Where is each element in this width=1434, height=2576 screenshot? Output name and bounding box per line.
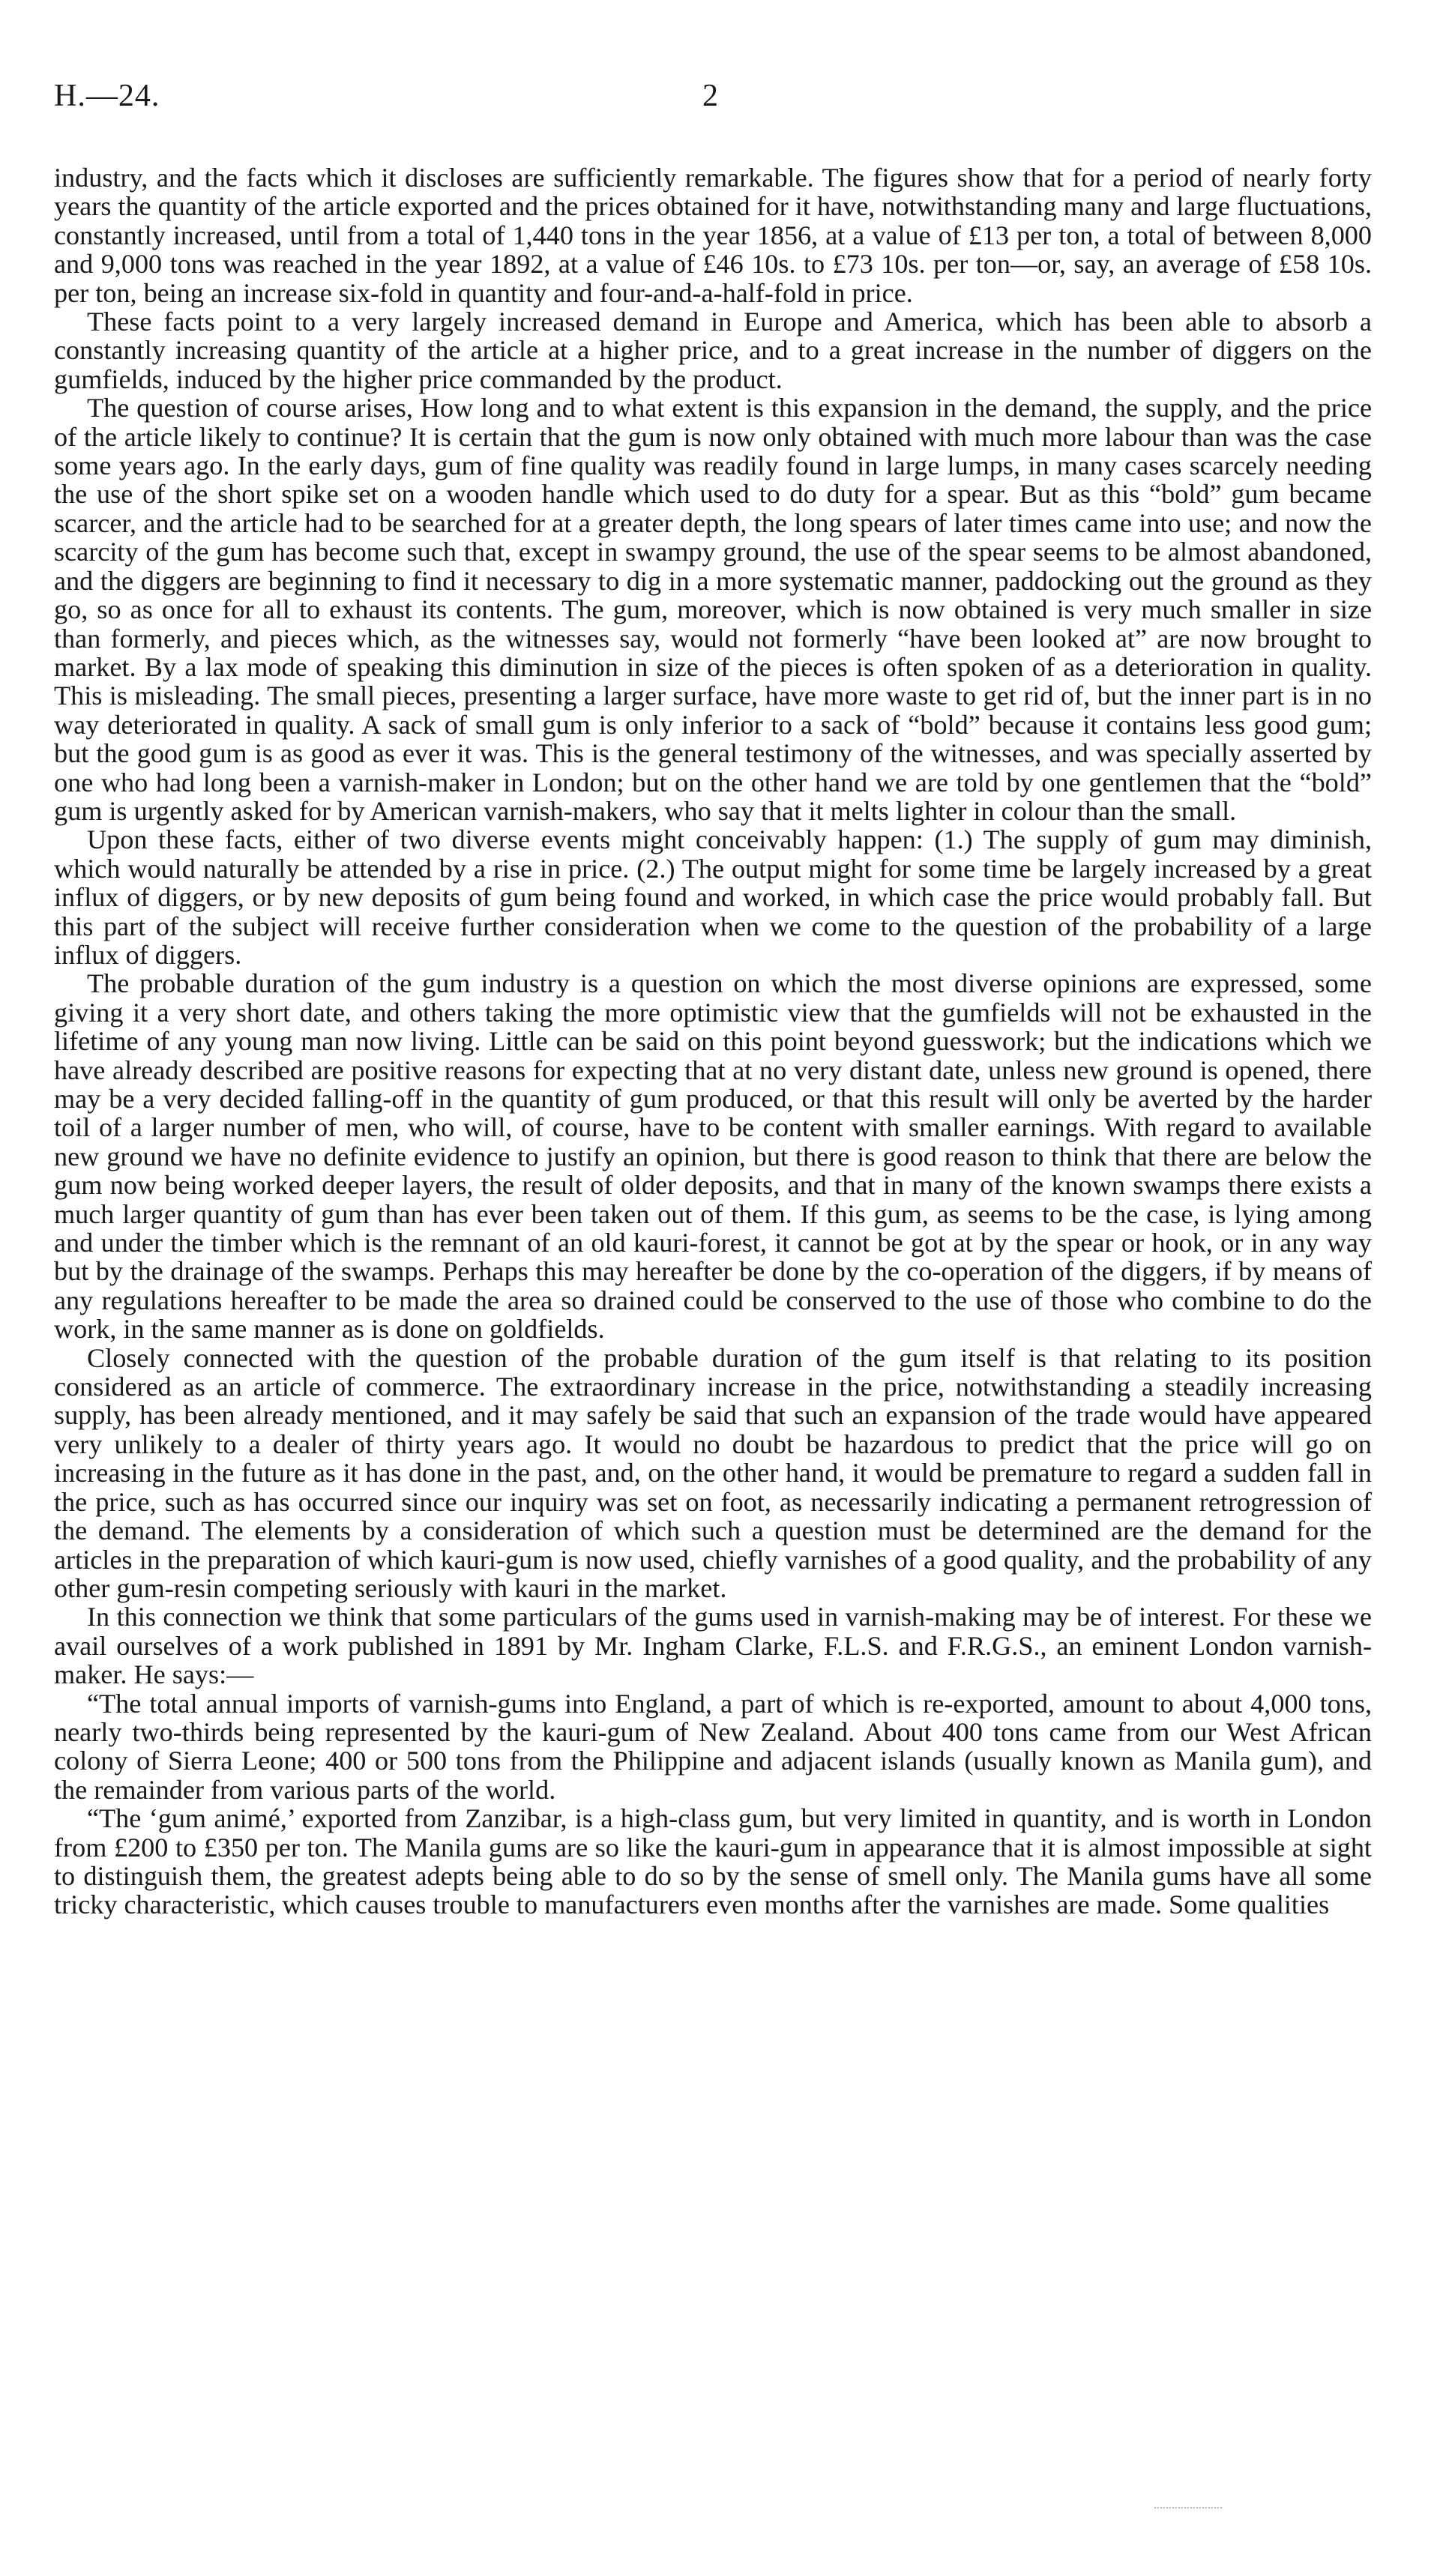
paragraph: Closely connected with the question of the probable duration of the gum itself is that relating to its position considered as an article of commerce. The extraordinary increase in the price, notwithstanding a steadily increasing supply, has been already mentioned, and it may safely be said that such an expansion of the trade would have appeared very unlikely to a dealer of thirty years ago. It would no doubt be hazardous to predict that the price will go on increasing in the future as it has done in the past, and, on the other hand, it would be premature to regard a sudden fall in the price, such as has occurred since our inquiry was set on foot, as necessarily indicating a permanent retrogression of the demand. The elements by a consideration of which such a question must be determined are the demand for the articles in the preparation of which kauri-gum is now used, chiefly varnishes of a good quality, and the probability of any other gum-resin competing seriously with kauri in the market.	[54, 1342, 1372, 1603]
page-header	[54, 78, 1372, 145]
document-page	[54, 78, 1372, 2551]
quoted-paragraph: “The total annual imports of varnish-gums into England, a part of which is re-exported, amount to about 4,000 tons, nearly two-thirds being represented by the kauri-gum of New Zealand. About 400 tons came from our West African colony of Sierra Leone; 400 or 500 tons from the Philippine and adjacent islands (usually known as Manila gum), and the remainder from various parts of the world.	[54, 1688, 1372, 1805]
paragraph: The question of course arises, How long and to what extent is this expansion in the demand, the supply, and the price of the article likely to continue? It is certain that the gum is now only obtained with much more labour than was the case some years ago. In the early days, gum of fine quality was readily found in large lumps, in many cases scarcely needing the use of the short spike set on a wooden handle which used to do duty for a spear. But as this “bold” gum became scarcer, and the article had to be searched for at a greater depth, the long spears of later times came into use; and now the scarcity of the gum has become such that, except in swampy ground, the use of the spear seems to be almost abandoned, and the diggers are beginning to find it necessary to dig in a more systematic manner, paddocking out the ground as they go, so as once for all to exhaust its contents. The gum, moreover, which is now obtained is very much smaller in size than formerly, and pieces which, as the witnesses say, would not formerly “have been looked at” are now brought to market. By a lax mode of speaking this diminution in size of the pieces is often spoken of as a deterioration in quality. This is misleading. The small pieces, presenting a larger surface, have more waste to get rid of, but the inner part is in no way deteriorated in quality. A sack of small gum is only inferior to a sack of “bold” because it contains less good gum; but the good gum is as good as ever it was. This is the general testimony of the witnesses, and was specially asserted by one who had long been a varnish-maker in London; but on the other hand we are told by one gentlemen that the “bold” gum is urgently asked for by American varnish-makers, who say that it melts lighter in colour than the small.	[54, 393, 1372, 826]
page-number: 2	[702, 79, 718, 113]
paragraph: Upon these facts, either of two diverse events might conceivably happen: (1.) The supply of gum may diminish, which would naturally be attended by a rise in price. (2.) The output might for some time be largely increased by a great influx of diggers, or by new deposits of gum being found and worked, in which case the price would probably fall. But this part of the subject will receive further consideration when we come to the question of the probability of a large influx of diggers.	[54, 824, 1372, 970]
quoted-paragraph: “The ‘gum animé,’ exported from Zanzibar, is a high-class gum, but very limited in quantity, and is worth in London from £200 to £350 per ton. The Manila gums are so like the kauri-gum in appearance that it is almost impossible at sight to distinguish them, the greatest adepts being able to do so by the sense of smell only. The Manila gums have all some tricky characteristic, which causes trouble to manufacturers even months after the varnishes are made. Some qualities	[54, 1803, 1372, 1920]
paragraph: These facts point to a very largely increased demand in Europe and America, which has been able to absorb a constantly increasing quantity of the article at a higher price, and to a great increase in the number of diggers on the gumfields, induced by the higher price commanded by the product.	[54, 307, 1372, 394]
paragraph: In this connection we think that some particulars of the gums used in varnish-making may be of interest. For these we avail ourselves of a work published in 1891 by Mr. Ingham Clarke, F.L.S. and F.R.G.S., an eminent London varnish-maker. He says:—	[54, 1602, 1372, 1690]
catchword-mark	[1154, 2507, 1222, 2512]
paragraph: The probable duration of the gum industry is a question on which the most diverse opinions are expressed, some giving it a very short date, and others taking the more optimistic view that the gumfields will not be exhausted in the lifetime of any young man now living. Little can be said on this point beyond guesswork; but the indications which we have already described are positive reasons for expecting that at no very distant date, unless new ground is opened, there may be a very decided falling-off in the quantity of gum produced, or that this result will only be averted by the harder toil of a larger number of men, who will, of course, have to be content with smaller earnings. With regard to available new ground we have no definite evidence to justify an opinion, but there is good reason to think that there are below the gum now being worked deeper layers, the result of older deposits, and that in many of the known swamps there exists a much larger quantity of gum than has ever been taken out of them. If this gum, as seems to be the case, is lying among and under the timber which is the remnant of an old kauri-forest, it cannot be got at by the spear or hook, or in any way but by the drainage of the swamps. Perhaps this may hereafter be done by the co-operation of the diggers, if by means of any regulations hereafter to be made the area so drained could be conserved to the use of those who combine to do the work, in the same manner as is done on goldfields.	[54, 968, 1372, 1345]
document-reference: H.—24.	[54, 79, 160, 113]
body-text	[54, 163, 1372, 1919]
paragraph-continued: industry, and the facts which it discloses are sufficiently remarkable. The figures show that for a period of nearly forty years the quantity of the article exported and the prices obtained for it have, notwithstanding many and large fluctuations, constantly increased, until from a total of 1,440 tons in the year 1856, at a value of £13 per ton, a total of between 8,000 and 9,000 tons was reached in the year 1892, at a value of £46 10s. to £73 10s. per ton—or, say, an average of £58 10s. per ton, being an increase six-fold in quantity and four-and-a-half-fold in price.	[54, 163, 1372, 308]
